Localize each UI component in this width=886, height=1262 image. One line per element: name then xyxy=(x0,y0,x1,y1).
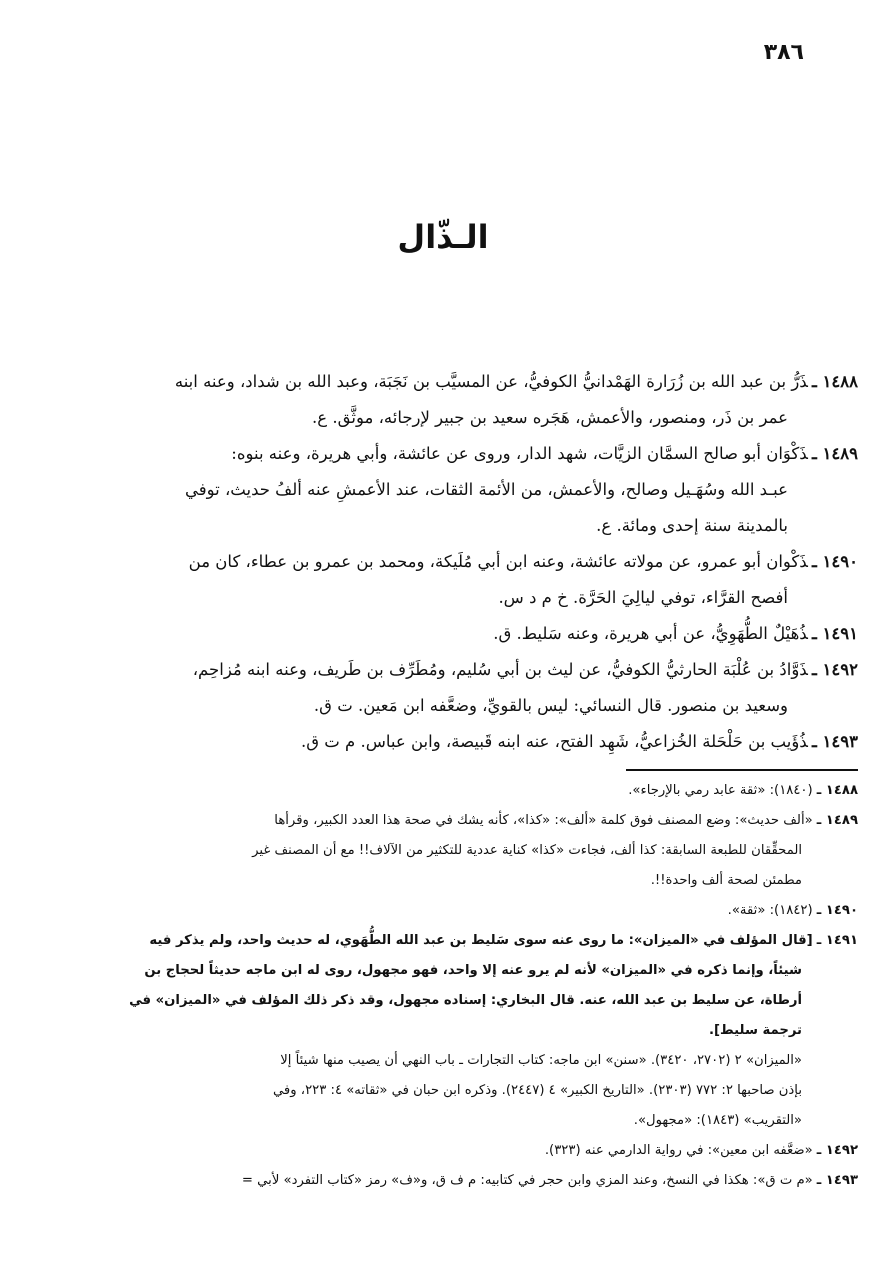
footnote xyxy=(30,1166,858,1196)
entry-first-line: ذُهَيْلٌ الطُّهَوِيُّ، عن أبي هريرة، وعنه سَليط. ق. xyxy=(493,624,808,643)
biography-entry xyxy=(30,436,858,544)
footnote-continuation-line: شيئاً، وإنما ذكره في «الميزان» لأنه لم يرو عنه إلا واحد، فهو مجهول، روى له ابن ماجه حديثاً لحجاج بن xyxy=(144,963,802,978)
page-number: ٣٨٦ xyxy=(763,40,804,65)
footnote xyxy=(30,896,858,926)
entry-continuation-line: عبـد الله وسُهَـيل وصالح، والأعمش، من الأئمة الثقات، عند الأعمشِ عنه ألفُ حديث، توفي xyxy=(184,480,788,499)
footnotes xyxy=(30,776,858,1196)
footnote-first-line: (١٨٤٢): «ثقة». xyxy=(727,903,813,918)
entry-continuation-line: عمر بن ذَر، ومنصور، والأعمش، هَجَره سعيد بن جبير لإرجائه، موثَّق. ع. xyxy=(312,408,788,427)
footnote-first-line: [قال المؤلف في «الميزان»: ما روى عنه سوى سَليط بن عبد الله الطُّهَوي، له حديث واحد، ولم يذكر فيه xyxy=(149,933,813,948)
biography-entry xyxy=(30,544,858,616)
entry-first-line: ذَكْوان أبو عمرو، عن مولاته عائشة، وعنه ابن أبي مُلَيكة، ومحمد بن عمرو بن عطاء، كان من xyxy=(188,552,808,571)
entry-first-line: ذَوَّادُ بن عُلْبَة الحارثيُّ الكوفيُّ، عن ليث بن أبي سُليم، ومُطَرِّف بن طَريف، وعنه ابنه مُزاحِم، xyxy=(192,660,808,679)
entry-first-line: ذَكْوَان أبو صالح السمَّان الزيَّات، شهد الدار، وروى عن عائشة، وأبي هريرة، وعنه بنوه: xyxy=(231,444,808,463)
entry-continuation-line: أفصح القرَّاء، توفي ليالِيَ الحَرَّة. خ م د س. xyxy=(498,588,788,607)
entry-number: ١٤٩٢ ـ xyxy=(811,660,858,679)
footnote-first-line: «ألف حديث»: وضع المصنف فوق كلمة «ألف»: «كذا»، كأنه يشك في صحة هذا العدد الكبير، وقرأها xyxy=(274,813,813,828)
footnote-number: ١٤٩٠ ـ xyxy=(816,903,858,918)
footnote xyxy=(30,926,858,1136)
footnote-first-line: (١٨٤٠): «ثقة عابد رمي بالإرجاء». xyxy=(628,783,813,798)
footnote-divider xyxy=(626,769,858,771)
entry-first-line: ذَرُّ بن عبد الله بن زُرَارة الهَمْدانيُّ الكوفيُّ، عن المسيَّب بن نَجَبَة، وعبد الله بن شداد، وعنه ابنه xyxy=(174,372,808,391)
footnote-reference-line: بإذن صاحبها ٢: ٧٧٢ (٢٣٠٣). «التاريخ الكبير» ٤ (٢٤٤٧). وذكره ابن حبان في «ثقاته» ٤: ٢٢٣، وفي xyxy=(272,1083,802,1098)
biography-entry xyxy=(30,652,858,724)
entry-first-line: ذُؤَيب بن حَلْحَلة الخُزاعيُّ، شَهِد الفتح، عنه ابنه قَبيصة، وابن عباس. م ت ق. xyxy=(300,732,808,751)
footnote-reference-line: «الميزان» ٢ (٢٧٠٢، ٣٤٢٠). «سنن» ابن ماجه: كتاب التجارات ـ باب النهي أن يصيب منها شيئاً إلا xyxy=(280,1053,802,1068)
footnote-number: ١٤٨٨ ـ xyxy=(816,783,858,798)
section-title: الـذّال xyxy=(397,218,489,256)
footnote-continuation-line: المحقِّقان للطبعة السابقة: كذا ألف، فجاءت «كذا» كناية عددية للتكثير من الآلاف!! مع أن المصنف غير xyxy=(252,843,802,858)
biography-entry xyxy=(30,724,858,760)
footnote-first-line: «ضعَّفه ابن معين»: في رواية الدارمي عنه (٣٢٣). xyxy=(544,1143,813,1158)
biography-entries xyxy=(30,364,858,760)
entry-number: ١٤٩١ ـ xyxy=(811,624,858,643)
entry-continuation-line: بالمدينة سنة إحدى ومائة. ع. xyxy=(596,516,788,535)
footnote xyxy=(30,806,858,896)
footnote xyxy=(30,1136,858,1166)
entry-continuation-line: وسعيد بن منصور. قال النسائي: ليس بالقويِّ، وضعَّفه ابن مَعين. ت ق. xyxy=(313,696,788,715)
footnote-reference-line: «التقريب» (١٨٤٣): «مجهول». xyxy=(633,1113,802,1128)
footnote-continuation-line: أرطاة، عن سليط بن عبد الله، عنه. قال البخاري: إسناده مجهول، وقد ذكر ذلك المؤلف في «الميزان» في xyxy=(129,993,802,1008)
footnote-continuation-line: مطمئن لصحة ألف واحدة!!. xyxy=(650,873,802,888)
footnote-continuation-line: ترجمة سليط]. xyxy=(709,1023,802,1038)
biography-entry xyxy=(30,616,858,652)
footnote-number: ١٤٩١ ـ xyxy=(816,933,858,948)
entry-number: ١٤٩٣ ـ xyxy=(811,732,858,751)
footnote-number: ١٤٩٢ ـ xyxy=(816,1143,858,1158)
entry-number: ١٤٨٨ ـ xyxy=(811,372,858,391)
entry-number: ١٤٨٩ ـ xyxy=(811,444,858,463)
biography-entry xyxy=(30,364,858,436)
footnote-number: ١٤٩٣ ـ xyxy=(816,1173,858,1188)
entry-number: ١٤٩٠ ـ xyxy=(811,552,858,571)
footnote-number: ١٤٨٩ ـ xyxy=(816,813,858,828)
footnote xyxy=(30,776,858,806)
footnote-first-line: «م ت ق»: هكذا في النسخ، وعند المزي وابن حجر في كتابيه: م ف ق، و«ف» رمز «كتاب التفرد» لأبي = xyxy=(241,1173,813,1188)
